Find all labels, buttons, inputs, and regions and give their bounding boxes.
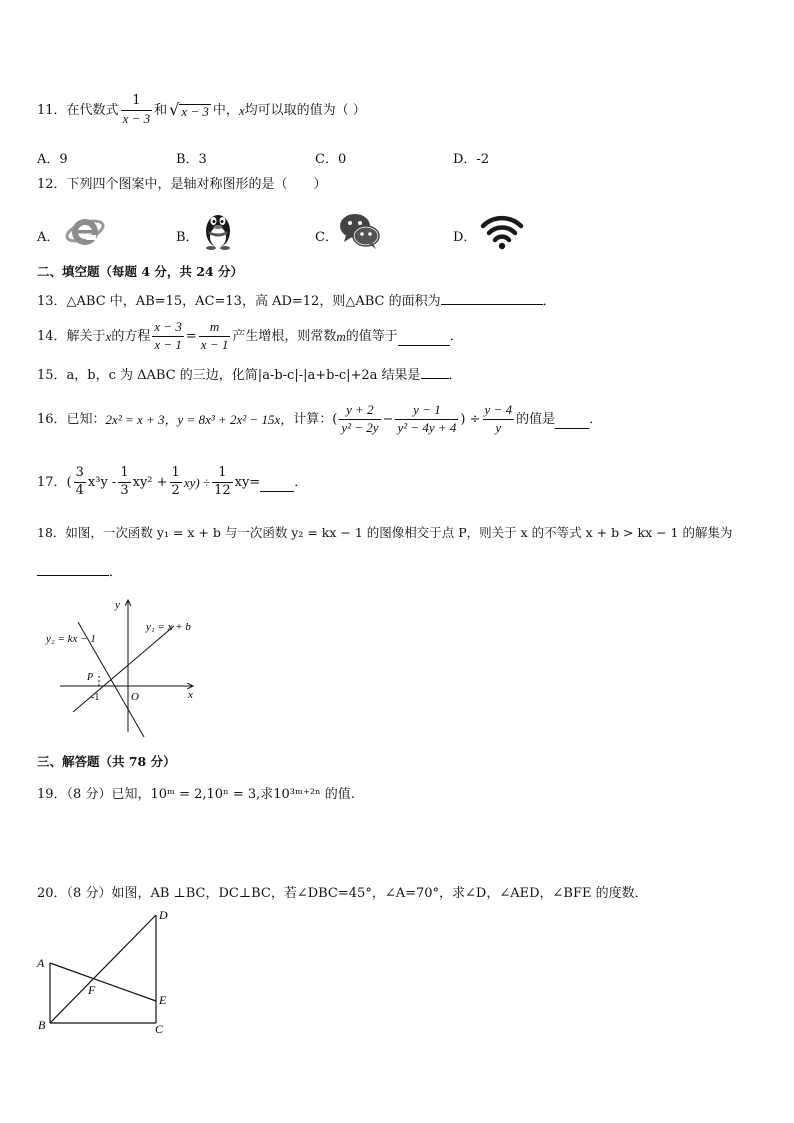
q14-fraction-2 (199, 319, 231, 353)
q18-origin-label: O (131, 691, 139, 703)
q12-label-c: C． (315, 230, 338, 245)
q18-y-label: y (115, 599, 120, 611)
question-18-answer-line (37, 564, 122, 579)
q16-equations: 2x² = x + 3，y = 8x³ + 2x² − 15x， (105, 411, 294, 427)
q11-sqrt: √ x − 3 (169, 100, 209, 119)
q20-label-b: B (38, 1018, 46, 1032)
q17-f1-denominator: 4 (75, 482, 84, 498)
q17-fraction-1 (74, 465, 86, 499)
q17-f4-numerator: 1 (212, 465, 233, 482)
q15-answer-blank (421, 367, 449, 379)
q17-term4: xy= (234, 474, 261, 490)
q16-f1-numerator: y + 2 (339, 402, 380, 419)
q11-sqrt-body: x − 3 (181, 104, 209, 119)
q16-f2-numerator: y − 1 (395, 402, 458, 419)
q11-frac-denominator: x − 3 (122, 110, 151, 126)
q14-answer-blank (398, 334, 450, 346)
q12-label-d: D． (453, 230, 477, 245)
q17-f2-denominator: 3 (120, 482, 129, 498)
q18-line2-label: y₂ = kx − 1 (46, 633, 96, 645)
q16-text2: 计算：( (293, 411, 338, 427)
q20-label-f: F (88, 983, 96, 997)
q14-text1: 14．解关于 (37, 328, 106, 344)
q16-fraction-1 (339, 402, 380, 436)
q14-f1-numerator: x − 3 (152, 319, 184, 336)
q13-answer-blank (441, 293, 543, 305)
q18-answer-blank (37, 564, 109, 576)
q16-f2-denominator: y² − 4y + 4 (397, 419, 457, 435)
q11-number: 11． (37, 102, 67, 118)
q17-f3-denominator: 2 (171, 482, 180, 498)
section-2-title: 二、填空题（每题 4 分，共 24 分） (37, 264, 244, 279)
q16-f3-numerator: y − 4 (483, 402, 515, 419)
q14-fraction-1 (152, 319, 184, 353)
q14-var: x (105, 328, 112, 344)
section-3-title: 三、解答题（共 78 分） (37, 754, 176, 769)
q20-label-e: E (159, 993, 167, 1007)
q16-text1: 16．已知： (37, 411, 106, 427)
q18-line1-label: y₁ = x + b (146, 621, 191, 633)
q17-end: ． (294, 474, 308, 490)
q11-option-c: C．0 (315, 152, 347, 167)
q17-f4-denominator: 12 (214, 482, 231, 498)
q17-term1: x³y - (87, 474, 117, 490)
q16-text3: ) ÷ (460, 411, 481, 427)
q17-f2-numerator: 1 (118, 465, 130, 482)
q14-text3: 产生增根，则常数 (232, 328, 337, 344)
question-17 (37, 463, 307, 501)
question-13 (37, 293, 556, 308)
q18-graph (40, 592, 210, 740)
q19-text: 19．（8 分）已知，10ᵐ = 2,10ⁿ = 3,求10³ᵐ⁺²ⁿ 的值. (37, 787, 355, 802)
q18-end: ． (109, 565, 123, 580)
q16-end: ． (589, 411, 603, 427)
q14-text4: 的值等于 (345, 328, 398, 344)
q14-equals: = (185, 328, 197, 344)
q16-minus: − (382, 411, 394, 427)
q20-label-d: D (159, 908, 168, 922)
q17-text1: 17．( (37, 474, 72, 490)
q20-figure (34, 905, 184, 1038)
q14-f1-denominator: x − 1 (154, 336, 182, 352)
q11-option-d: D．-2 (453, 152, 490, 167)
q16-fraction-2 (395, 402, 458, 436)
q16-answer-blank (555, 417, 589, 429)
q14-f2-numerator: m (199, 319, 231, 336)
q17-f1-numerator: 3 (74, 465, 86, 482)
q11-frac-numerator: 1 (121, 93, 153, 110)
q12-text: 12．下列四个图案中，是轴对称图形的是（ ） (37, 177, 327, 192)
q12-label-b: B． (176, 230, 199, 245)
q17-term2: xy² + (132, 474, 168, 490)
q11-text1: 在代数式 (66, 102, 119, 118)
q16-fraction-3 (483, 402, 515, 436)
question-15 (37, 367, 462, 382)
q14-end: ． (449, 328, 463, 344)
q15-text: 15．a，b，c 为 ΔABC 的三边，化简|a-b-c|-|a+b-c|+2a 结果是 (37, 368, 421, 383)
q17-fraction-3 (170, 465, 182, 499)
q20-text: 20．（8 分）如图，AB ⊥BC，DC⊥BC，若∠DBC=45°，∠A=70°，求∠D，∠AED，∠BFE 的度数． (37, 886, 648, 901)
q17-fraction-4 (212, 465, 233, 499)
q13-text: 13．△ABC 中，AB=15，AC=13，高 AD=12，则△ABC 的面积为 (37, 294, 441, 309)
q12-label-a: A． (37, 230, 60, 245)
q11-text2: 和 (154, 102, 168, 118)
wifi-icon (480, 212, 524, 253)
q11-fraction (121, 93, 153, 127)
ie-logo-icon (64, 212, 106, 253)
q18-text: 18．如图，一次函数 y₁ = x + b 与一次函数 y₂ = kx − 1 的图像相交于点 P，则关于 x 的不等式 x + b > kx − 1 的解集为 (37, 525, 733, 540)
qq-penguin-icon (200, 209, 236, 254)
q18-tick-label: -1 (91, 692, 100, 703)
q14-text2: 的方程 (111, 328, 151, 344)
q17-f3-numerator: 1 (170, 465, 182, 482)
q11-option-b: B．3 (176, 152, 207, 167)
q11-text3: 中， (212, 102, 239, 118)
q16-text4: 的值是 (516, 411, 556, 427)
question-11 (37, 92, 366, 128)
q17-fraction-2 (118, 465, 130, 499)
q16-f1-denominator: y² − 2y (341, 419, 379, 435)
q16-f3-denominator: y (495, 419, 502, 435)
question-16 (37, 399, 602, 439)
q14-f2-denominator: x − 1 (200, 336, 229, 352)
q17-term3: xy) ÷ (183, 474, 211, 490)
q14-var2: m (336, 328, 346, 344)
q11-var: x (238, 102, 245, 118)
q11-text4: 均可以取的值为（ ） (244, 102, 366, 118)
q20-label-a: A (37, 956, 45, 970)
q13-end: ． (542, 294, 556, 309)
q15-end: ． (448, 368, 462, 383)
q18-point-p-label: P (87, 672, 94, 683)
wechat-icon (338, 211, 382, 254)
q17-answer-blank (260, 480, 294, 492)
q20-label-c: C (155, 1022, 164, 1035)
question-14 (37, 318, 463, 354)
q18-x-label: x (188, 689, 193, 701)
q11-option-a: A．9 (37, 152, 68, 167)
